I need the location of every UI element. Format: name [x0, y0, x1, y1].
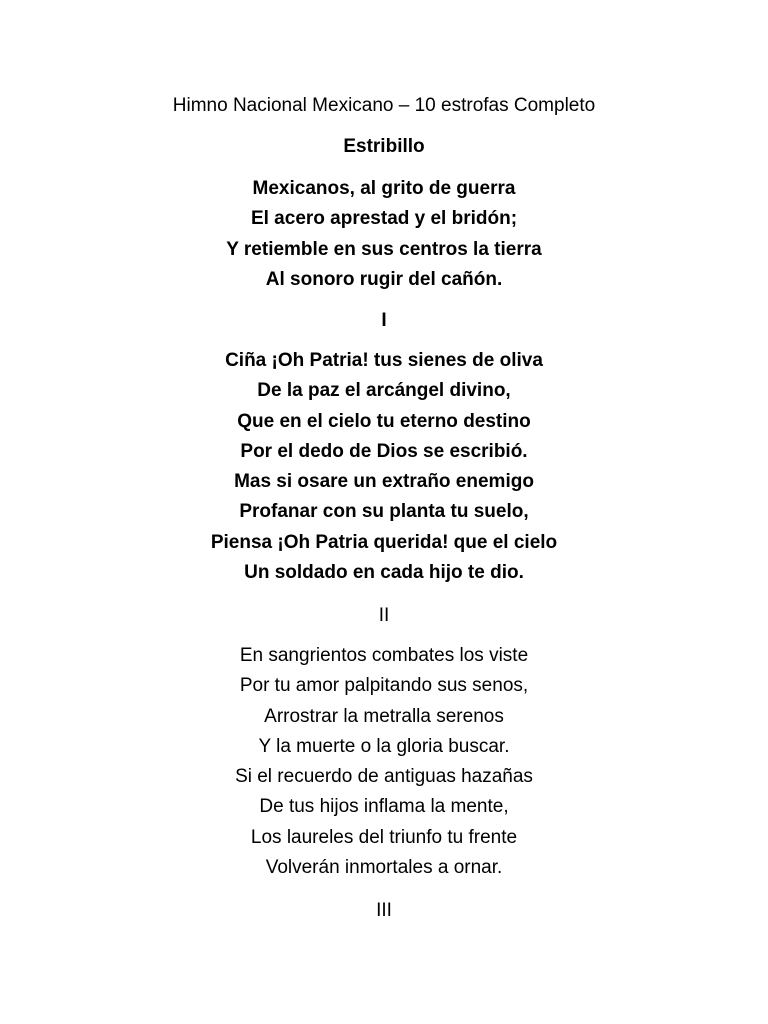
stanza-numeral-i: I — [381, 310, 387, 331]
verse-line: Profanar con su planta tu suelo, — [239, 501, 529, 523]
verse-line: De tus hijos inflama la mente, — [259, 796, 509, 818]
verse-line: Piensa ¡Oh Patria querida! que el cielo — [210, 531, 558, 553]
document-title: Himno Nacional Mexicano – 10 estrofas Completo — [172, 95, 596, 116]
verse-line: Que en el cielo tu eterno destino — [237, 410, 531, 432]
stanza-numeral-ii: II — [378, 605, 390, 626]
verse-line: Mas si osare un extraño enemigo — [234, 471, 534, 493]
stanza-numeral-iii: III — [376, 900, 392, 921]
chorus-lines — [0, 174, 768, 295]
verse-line: Arrostrar la metralla serenos — [264, 705, 504, 727]
verse-line: En sangrientos combates los viste — [239, 645, 529, 666]
verse-line: Por el dedo de Dios se escribió. — [240, 440, 528, 462]
verse-line: Los laureles del triunfo tu frente — [250, 826, 518, 848]
verse-line: Mexicanos, al grito de guerra — [252, 178, 516, 199]
verse-line: Y la muerte o la gloria buscar. — [258, 735, 510, 757]
verse-line: De la paz el arcángel divino, — [257, 380, 511, 402]
verse-line: El acero aprestad y el bridón; — [250, 208, 518, 230]
verse-line: Ciña ¡Oh Patria! tus sienes de oliva — [225, 350, 543, 371]
verse-line: Y retiemble en sus centros la tierra — [226, 238, 542, 260]
stanza-ii-lines — [0, 641, 768, 883]
verse-line: Un soldado en cada hijo te dio. — [244, 562, 524, 584]
verse-line: Al sonoro rugir del cañón. — [265, 268, 503, 290]
verse-line: Si el recuerdo de antiguas hazañas — [235, 766, 533, 788]
verse-line: Por tu amor palpitando sus senos, — [239, 675, 529, 697]
chorus-heading: Estribillo — [343, 136, 425, 157]
stanza-i-lines — [0, 346, 768, 588]
verse-line: Volverán inmortales a ornar. — [265, 857, 503, 879]
